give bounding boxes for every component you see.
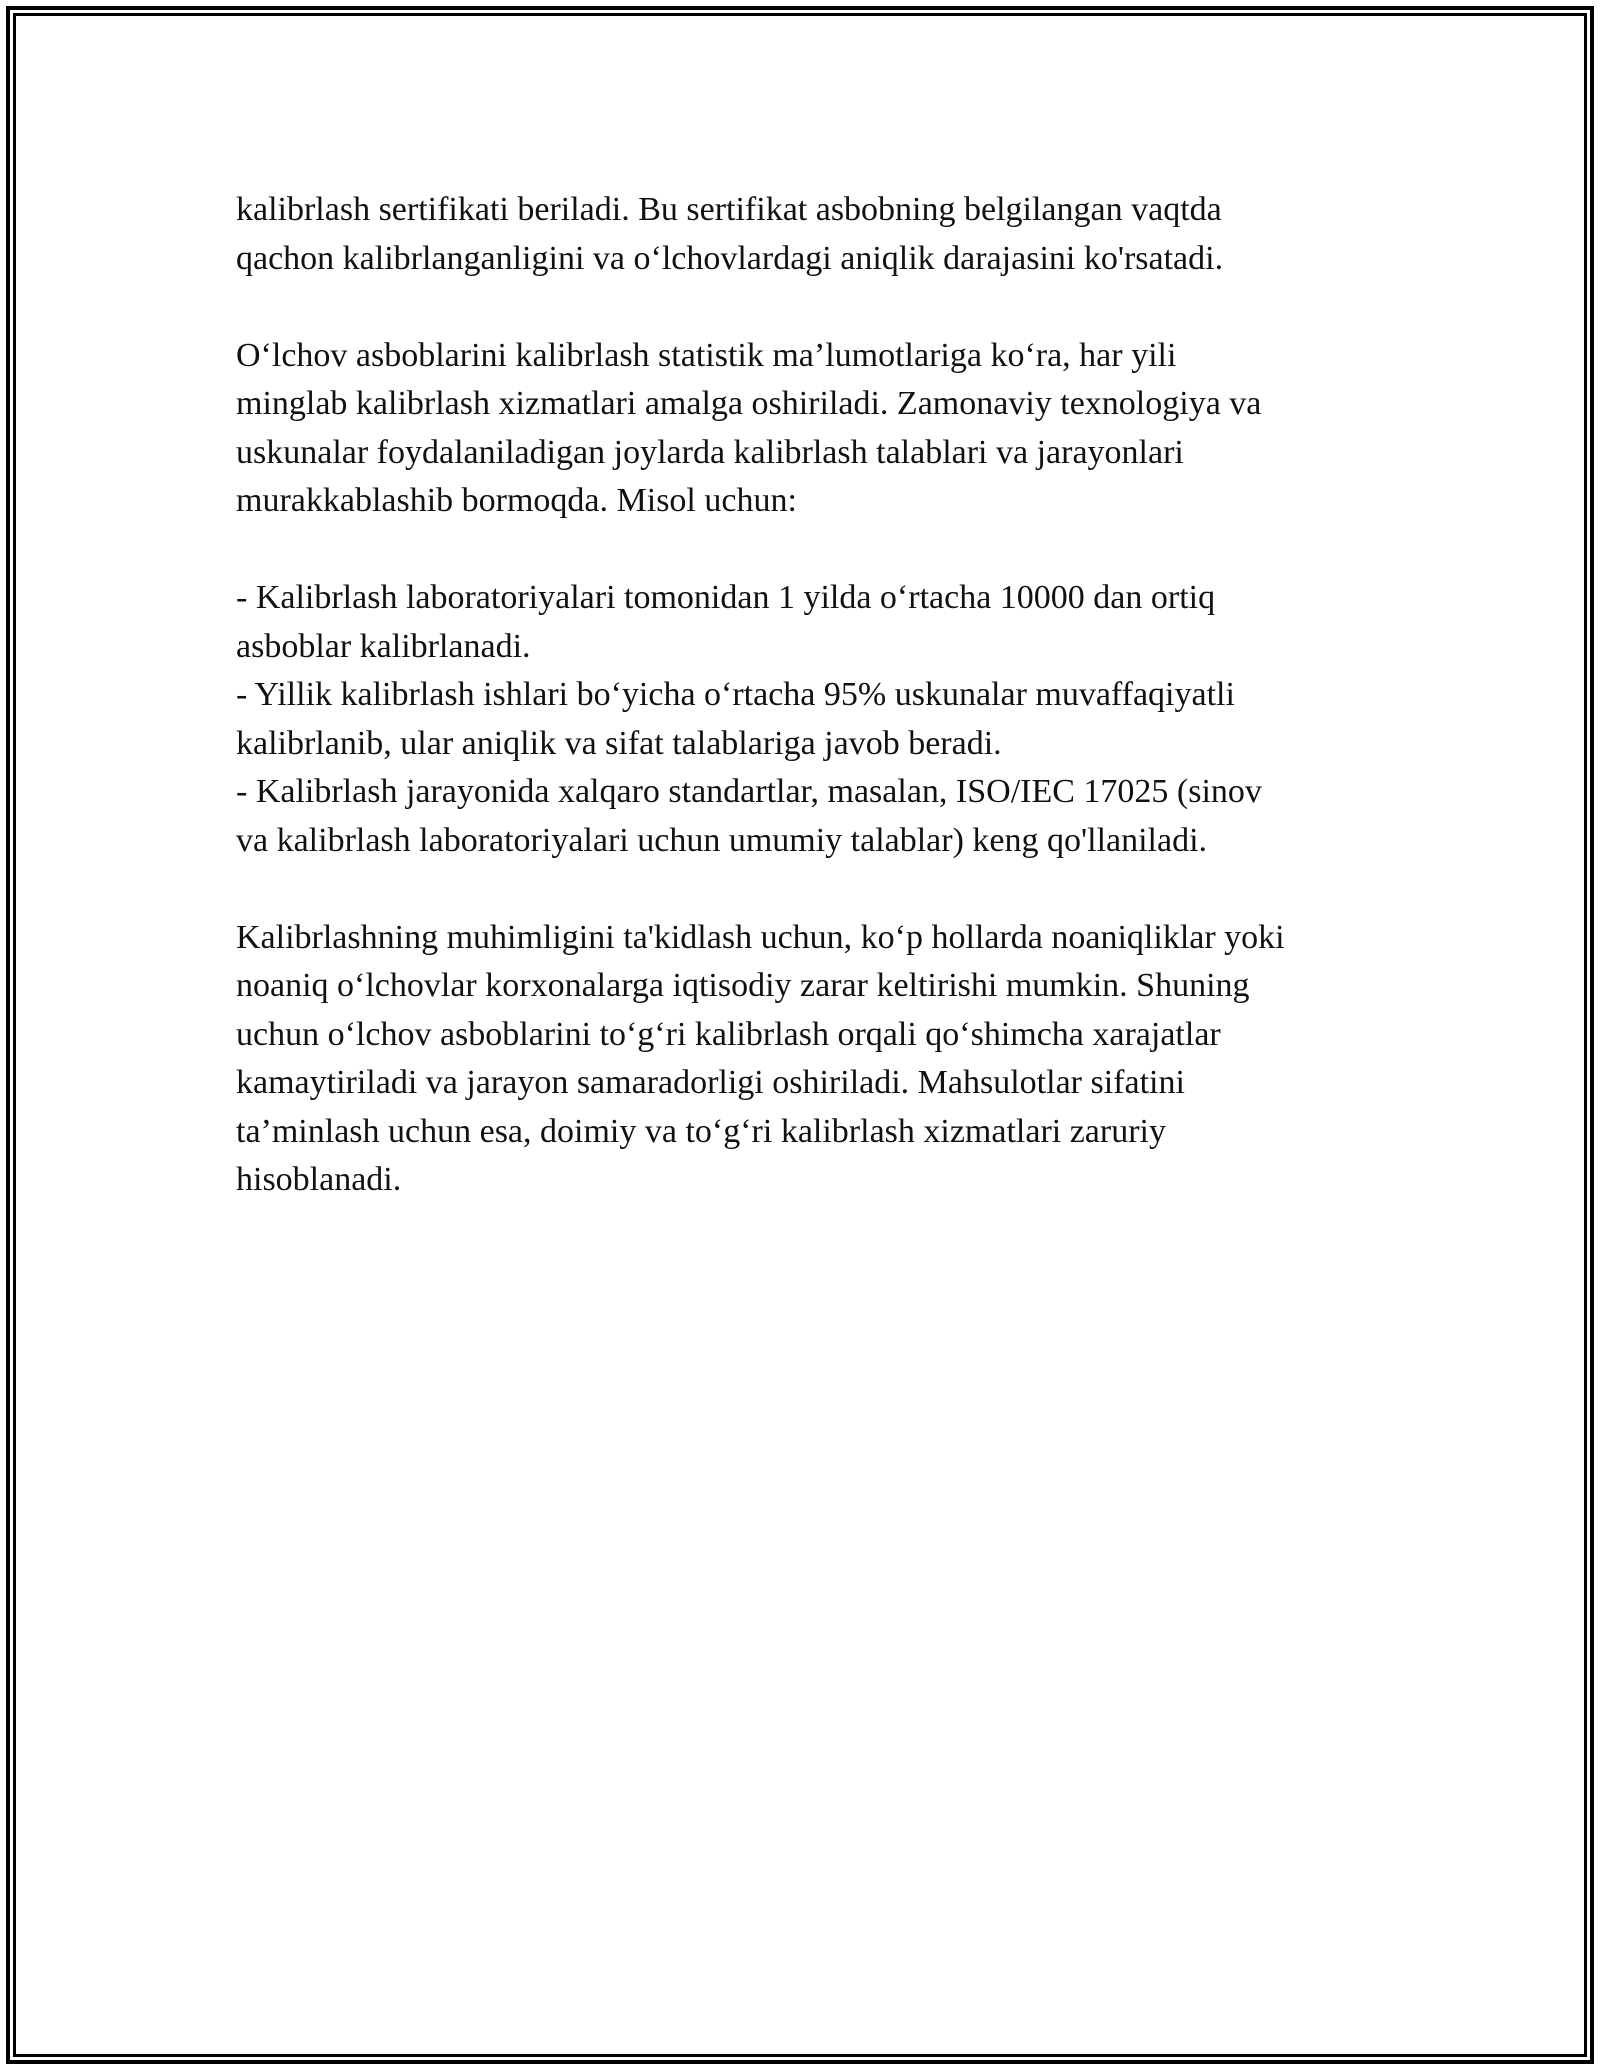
paragraph-importance xyxy=(236,914,1376,1205)
document-body xyxy=(236,186,1376,1253)
text-line: va kalibrlash laboratoriyalari uchun umumiy talablar) keng qo'llaniladi. xyxy=(236,821,1208,859)
text-line: ta’minlash uchun esa, doimiy va to‘g‘ri kalibrlash xizmatlari zaruriy xyxy=(236,1112,1166,1150)
text-line: hisoblanadi. xyxy=(236,1161,402,1198)
text-line: noaniq o‘lchovlar korxonalarga iqtisodiy zarar keltirishi mumkin. Shuning xyxy=(236,967,1250,1004)
text-line: - Kalibrlash jarayonida xalqaro standartlar, masalan, ISO/IEC 17025 (sinov xyxy=(236,773,1262,810)
paragraph-statistics xyxy=(236,332,1376,526)
text-line: - Kalibrlash laboratoriyalari tomonidan 1 yilda o‘rtacha 10000 dan ortiq xyxy=(236,579,1216,616)
list-item xyxy=(236,671,1376,768)
text-line: kalibrlash sertifikati beriladi. Bu sertifikat asbobning belgilangan vaqtda xyxy=(236,191,1222,228)
text-line: asboblar kalibrlanadi. xyxy=(236,627,531,665)
bullet-list xyxy=(236,574,1376,865)
list-item xyxy=(236,768,1376,865)
text-line: kamaytiriladi va jarayon samaradorligi oshiriladi. Mahsulotlar sifatini xyxy=(236,1064,1185,1101)
text-line: uchun o‘lchov asboblarini to‘g‘ri kalibrlash orqali qo‘shimcha xarajatlar xyxy=(236,1015,1221,1053)
text-line: qachon kalibrlanganligini va o‘lchovlardagi aniqlik darajasini ko'rsatadi. xyxy=(236,239,1224,277)
text-line: kalibrlanib, ular aniqlik va sifat talablariga javob beradi. xyxy=(236,724,1002,762)
text-line: O‘lchov asboblarini kalibrlash statistik ma’lumotlariga ko‘ra, har yili xyxy=(236,336,1177,374)
paragraph-certificate xyxy=(236,186,1376,283)
list-item xyxy=(236,574,1376,671)
text-line: uskunalar foydalaniladigan joylarda kalibrlash talablari va jarayonlari xyxy=(236,433,1184,471)
text-line: Kalibrlashning muhimligini ta'kidlash uchun, ko‘p hollarda noaniqliklar yoki xyxy=(236,918,1285,956)
text-line: murakkablashib bormoqda. Misol uchun: xyxy=(236,482,797,519)
text-line: minglab kalibrlash xizmatlari amalga oshiriladi. Zamonaviy texnologiya va xyxy=(236,385,1262,422)
text-line: - Yillik kalibrlash ishlari bo‘yicha o‘rtacha 95% uskunalar muvaffaqiyatli xyxy=(236,676,1235,713)
